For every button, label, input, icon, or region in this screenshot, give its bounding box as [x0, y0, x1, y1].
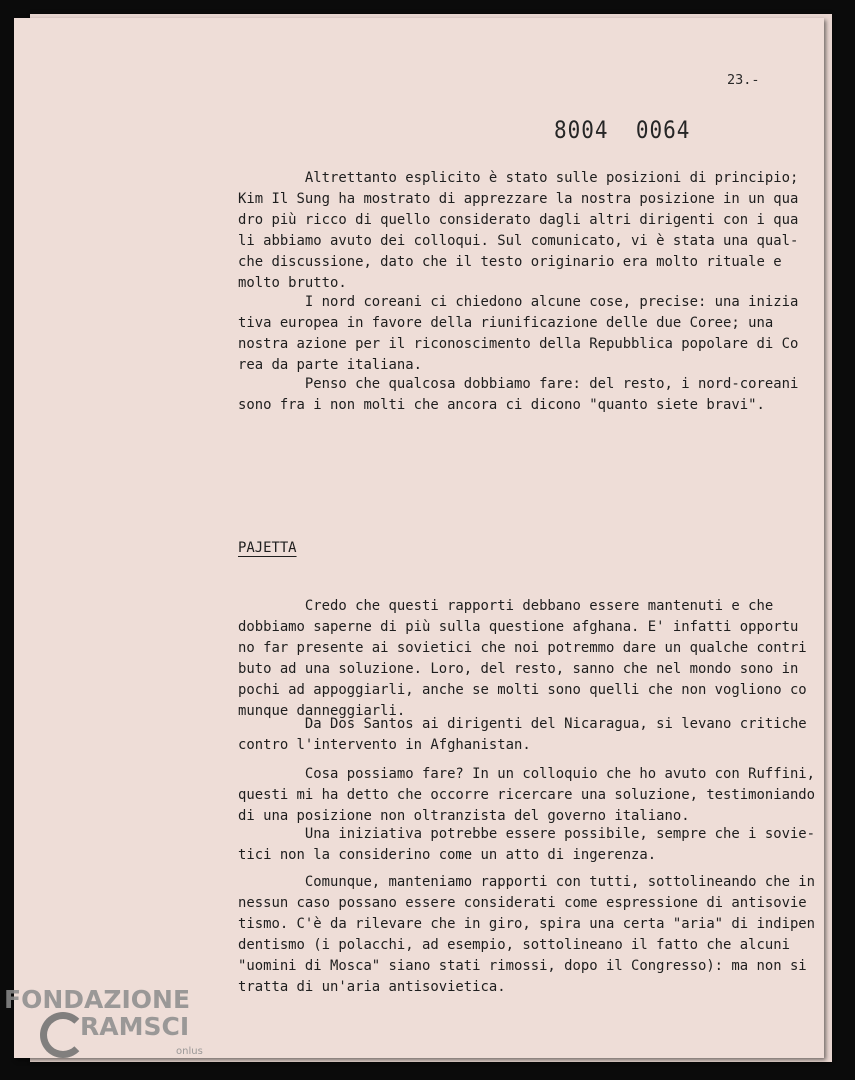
logo-line2: RAMSCI [80, 1012, 190, 1041]
page-number: 23.- [727, 72, 760, 88]
paragraph: I nord coreani ci chiedono alcune cose, precise: una inizia tiva europea in favore della riunificazione delle due Coree; una nostra azione per il riconoscimento della Repubblica popolare di rea da parte italiana. [238, 294, 799, 373]
paragraph: Credo che questi rapporti debbano essere mantenuti e che dobbiamo saperne di più sulla questione afghana. E' infatti opportu no far presente ai sovietici che noi potremmo dare un qualche contri buto ad una soluzione. Loro, del resto, sanno che nel mondo sono pochi ad appoggiarli, anche se molti sono quelli che non vogliono munque danneggiarli. [238, 598, 807, 719]
fondazione-gramsci-logo [4, 985, 203, 1057]
paragraph: Penso che qualcosa dobbiamo fare: del resto, i nord-coreani sono fra i non molti che ancora ci dicono "quanto siete bravi". [238, 376, 799, 413]
paragraph: Altrettanto esplicito è stato sulle posizioni di principio; Kim Il Sung ha mostrato di apprezzare la nostra posizione in un qua dro più ricco di quello considerato dagli altri dirigenti con i qua li abbiamo avuto dei colloqui. Sul comunicato, vi è stata una qual- che discussione, dato che il testo originario era molto rituale e molto brutto. [238, 170, 799, 291]
paragraph: Comunque, manteniamo rapporti con tutti, sottolineando che nessun caso possano essere considerati come espressione di antisovie tismo. C'è da rilevare che in giro, spira una certa "aria" di indipen dentismo (i polacchi, ad esempio, sottolineano il fatto che alcuni "uomini di Mosca" siano stati rimossi, dopo il Congresso): ma non tratta di un'aria antisovietica. [238, 874, 816, 995]
logo-line1: FONDAZIONE [4, 985, 191, 1014]
paragraph: Cosa possiamo fare? In un colloquio che ho avuto con Ruffini, questi mi ha detto che occorre ricercare una soluzione, testimoniando di una posizione non oltranzista del governo italiano. [238, 766, 816, 824]
logo-onlus: onlus [176, 1046, 203, 1057]
archive-stamp: 8004 0064 [554, 116, 691, 144]
paragraph: Da Dos Santos ai dirigenti del Nicaragua, si levano critiche contro l'intervento in Afghanistan. [238, 716, 807, 753]
paragraph: Una iniziativa potrebbe essere possibile, sempre che i tici non la considerino come un atto di ingerenza. [238, 826, 757, 863]
speaker-heading: PAJETTA [238, 540, 297, 556]
